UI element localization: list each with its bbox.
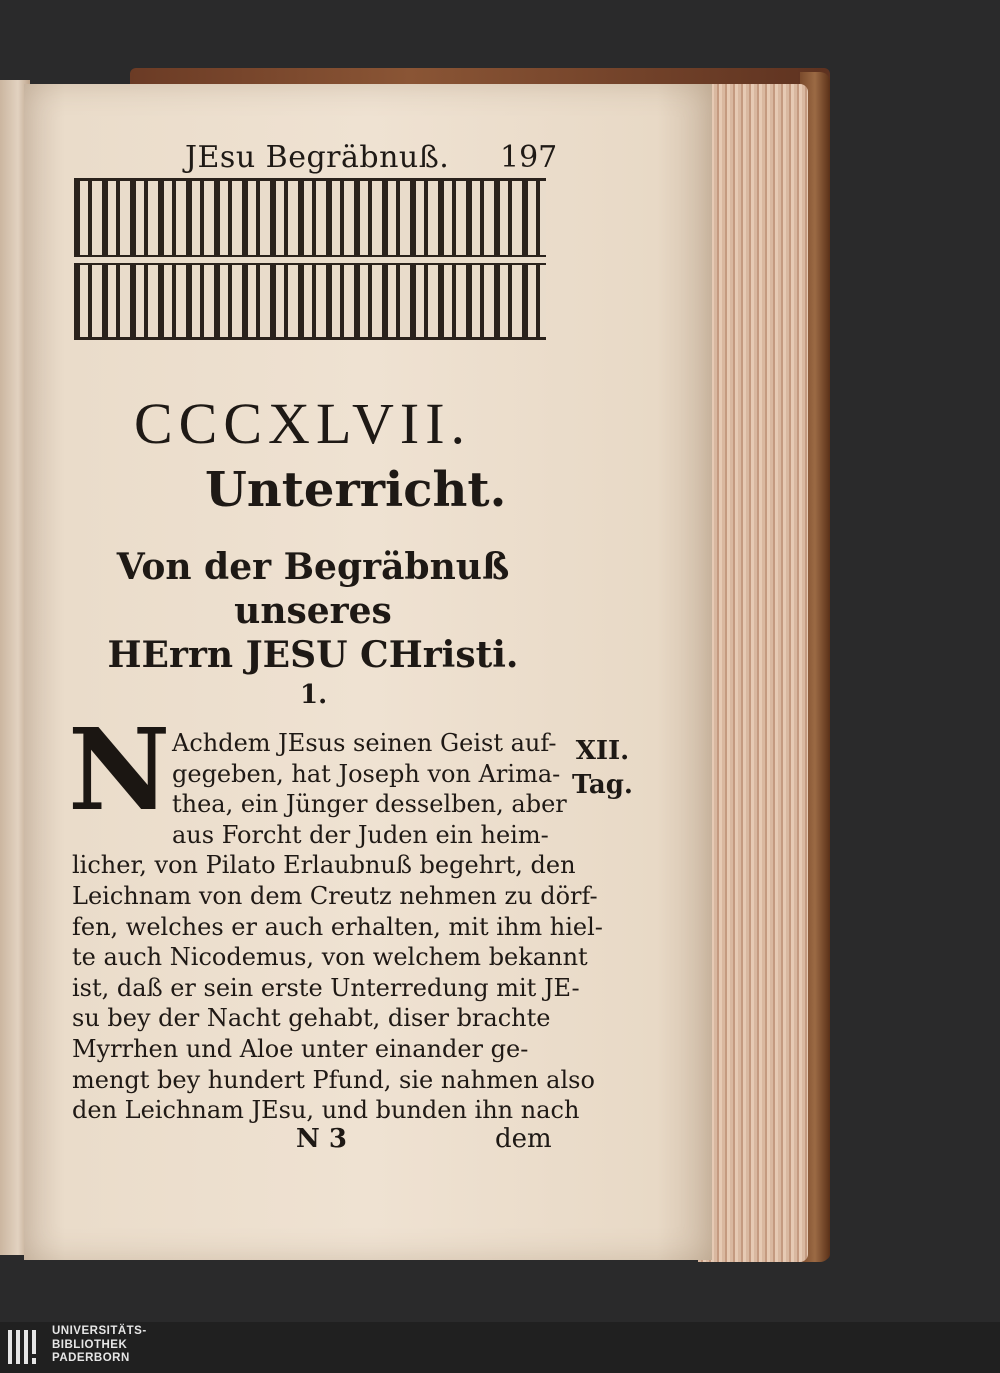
- body-line: gegeben, hat Joseph von Arima-: [172, 759, 561, 788]
- chapter-number: CCCXLVII.: [134, 391, 472, 456]
- body-line: licher, von Pilato Erlaubnuß begehrt, den: [72, 851, 576, 880]
- ornamental-headpiece: [74, 178, 546, 340]
- subheading-line: Von der Begräbnuß unseres: [116, 546, 510, 632]
- page-fore-edge: [698, 84, 808, 1262]
- drop-cap-initial: N: [68, 705, 171, 836]
- chapter-subheading: [78, 545, 548, 677]
- body-line: Achdem JEsus seinen Geist auf-: [172, 729, 557, 757]
- library-footer: [0, 1322, 1000, 1373]
- signature-mark: N 3: [296, 1124, 347, 1154]
- library-logo-icon: [6, 1326, 44, 1368]
- logo-line: UNIVERSITÄTS-: [52, 1325, 147, 1337]
- body-line: mengt bey hundert Pfund, sie nahmen also: [72, 1065, 595, 1094]
- body-line: ist, daß er sein erste Unterredung mit JE-: [72, 973, 580, 1002]
- logo-line: PADERBORN: [52, 1352, 130, 1364]
- body-line: Myrrhen und Aloe unter einander ge-: [72, 1034, 529, 1063]
- body-line: Leichnam von dem Creutz nehmen zu dörf-: [72, 881, 598, 910]
- chapter-heading: Unterricht.: [205, 462, 507, 518]
- margin-note-line: XII.: [575, 736, 630, 766]
- section-number: 1.: [300, 680, 328, 710]
- logo-line: BIBLIOTHEK: [52, 1338, 128, 1351]
- body-line: su bey der Nacht gehabt, diser brachte: [72, 1004, 551, 1033]
- running-head: JEsu Begräbnuß.: [185, 140, 450, 175]
- page-number: 197: [500, 140, 558, 175]
- body-line: thea, ein Jünger desselben, aber: [172, 790, 567, 819]
- body-line: aus Forcht der Juden ein heim-: [172, 820, 549, 849]
- body-line: fen, welches er auch erhalten, mit ihm hiel-: [72, 912, 603, 941]
- margin-note: [572, 734, 633, 802]
- body-line: te auch Nicodemus, von welchem bekannt: [72, 943, 588, 972]
- subheading-line: HErrn JESU CHristi.: [107, 634, 519, 676]
- body-line: den Leichnam JEsu, und bunden ihn nach: [72, 1096, 580, 1125]
- catchword: dem: [495, 1124, 552, 1154]
- library-logo-text: [52, 1325, 147, 1366]
- margin-note-line: Tag.: [572, 770, 633, 800]
